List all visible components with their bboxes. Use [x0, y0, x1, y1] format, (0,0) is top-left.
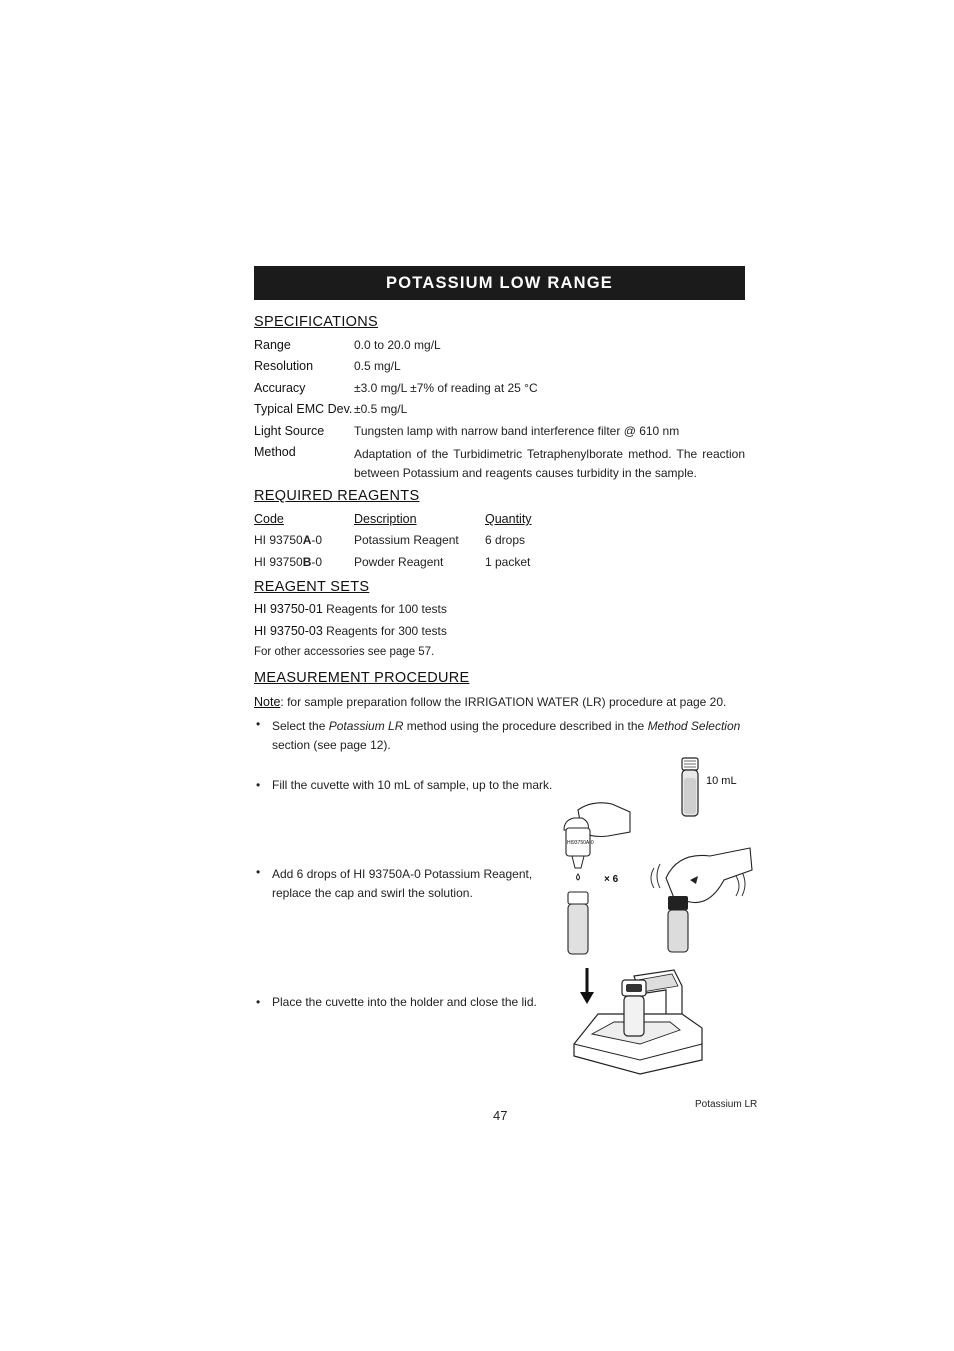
reagent-code-b: HI 93750B-0: [254, 555, 323, 569]
measurement-procedure-heading: MEASUREMENT PROCEDURE: [254, 670, 470, 686]
page-title: POTASSIUM LOW RANGE: [254, 266, 745, 300]
reagent-code-a: HI 93750A-0: [254, 533, 323, 547]
specifications-heading: SPECIFICATIONS: [254, 314, 378, 330]
drops-label: × 6: [604, 874, 619, 885]
volume-label: 10 mL: [706, 775, 737, 787]
bottle-label: HI93750A-0: [567, 840, 594, 846]
page-number: 47: [493, 1108, 508, 1123]
reagent-quantity-b: 1 packet: [485, 555, 531, 569]
swirl-illustration: [644, 846, 756, 958]
cuvette-illustration: [676, 755, 756, 820]
required-reagents-heading: REQUIRED REAGENTS: [254, 488, 420, 504]
spec-value-light-source: Tungsten lamp with narrow band interference filter @ 610 nm: [354, 424, 680, 438]
reagents-col-description: Description: [354, 512, 417, 526]
reagents-col-code: Code: [254, 512, 284, 526]
bullet-1: •: [256, 717, 261, 731]
spec-label-method: Method: [254, 445, 296, 459]
accessories-note: For other accessories see page 57.: [254, 646, 435, 658]
spec-value-emc: ±0.5 mg/L: [354, 402, 408, 416]
spec-label-accuracy: Accuracy: [254, 381, 306, 395]
reagent-description-a: Potassium Reagent: [354, 533, 459, 547]
spec-label-emc: Typical EMC Dev.: [254, 402, 353, 416]
procedure-step-fill-cuvette: Fill the cuvette with 10 mL of sample, up to the mark.: [272, 778, 553, 792]
spec-label-range: Range: [254, 338, 291, 352]
reagent-drop-illustration: [552, 798, 634, 958]
reagent-set-100: HI 93750-01 Reagents for 100 tests: [254, 602, 447, 616]
spec-value-accuracy: ±3.0 mg/L ±7% of reading at 25 °C: [354, 381, 538, 395]
reagent-description-b: Powder Reagent: [354, 555, 444, 569]
meter-illustration: [570, 966, 716, 1082]
reagent-set-300: HI 93750-03 Reagents for 300 tests: [254, 624, 447, 638]
spec-label-resolution: Resolution: [254, 359, 314, 373]
reagent-sets-heading: REAGENT SETS: [254, 579, 370, 595]
procedure-step-place-cuvette: Place the cuvette into the holder and close the lid.: [272, 995, 537, 1009]
spec-value-range: 0.0 to 20.0 mg/L: [354, 338, 441, 352]
spec-label-light-source: Light Source: [254, 424, 325, 438]
reagent-quantity-a: 6 drops: [485, 533, 526, 547]
bullet-2: •: [256, 778, 261, 792]
spec-value-resolution: 0.5 mg/L: [354, 359, 401, 373]
procedure-step-add-drops: Add 6 drops of HI 93750A-0 Potassium Reagent, replace the cap and swirl the solution.: [272, 867, 533, 900]
bullet-4: •: [256, 995, 261, 1009]
procedure-note: Note: for sample preparation follow the IRRIGATION WATER (LR) procedure at page 20.: [254, 695, 727, 709]
spec-value-method: Adaptation of the Turbidimetric Tetraphenylborate method. The reaction between Potassium and reagents causes turbidity in the sample.: [354, 447, 745, 480]
reagents-col-quantity: Quantity: [485, 512, 532, 526]
procedure-step-select-method: Select the Potassium LR method using the procedure described in the Method Selection section (see page 12).: [272, 719, 741, 752]
bullet-3: •: [256, 865, 261, 879]
footer-section-label: Potassium LR: [695, 1099, 758, 1110]
